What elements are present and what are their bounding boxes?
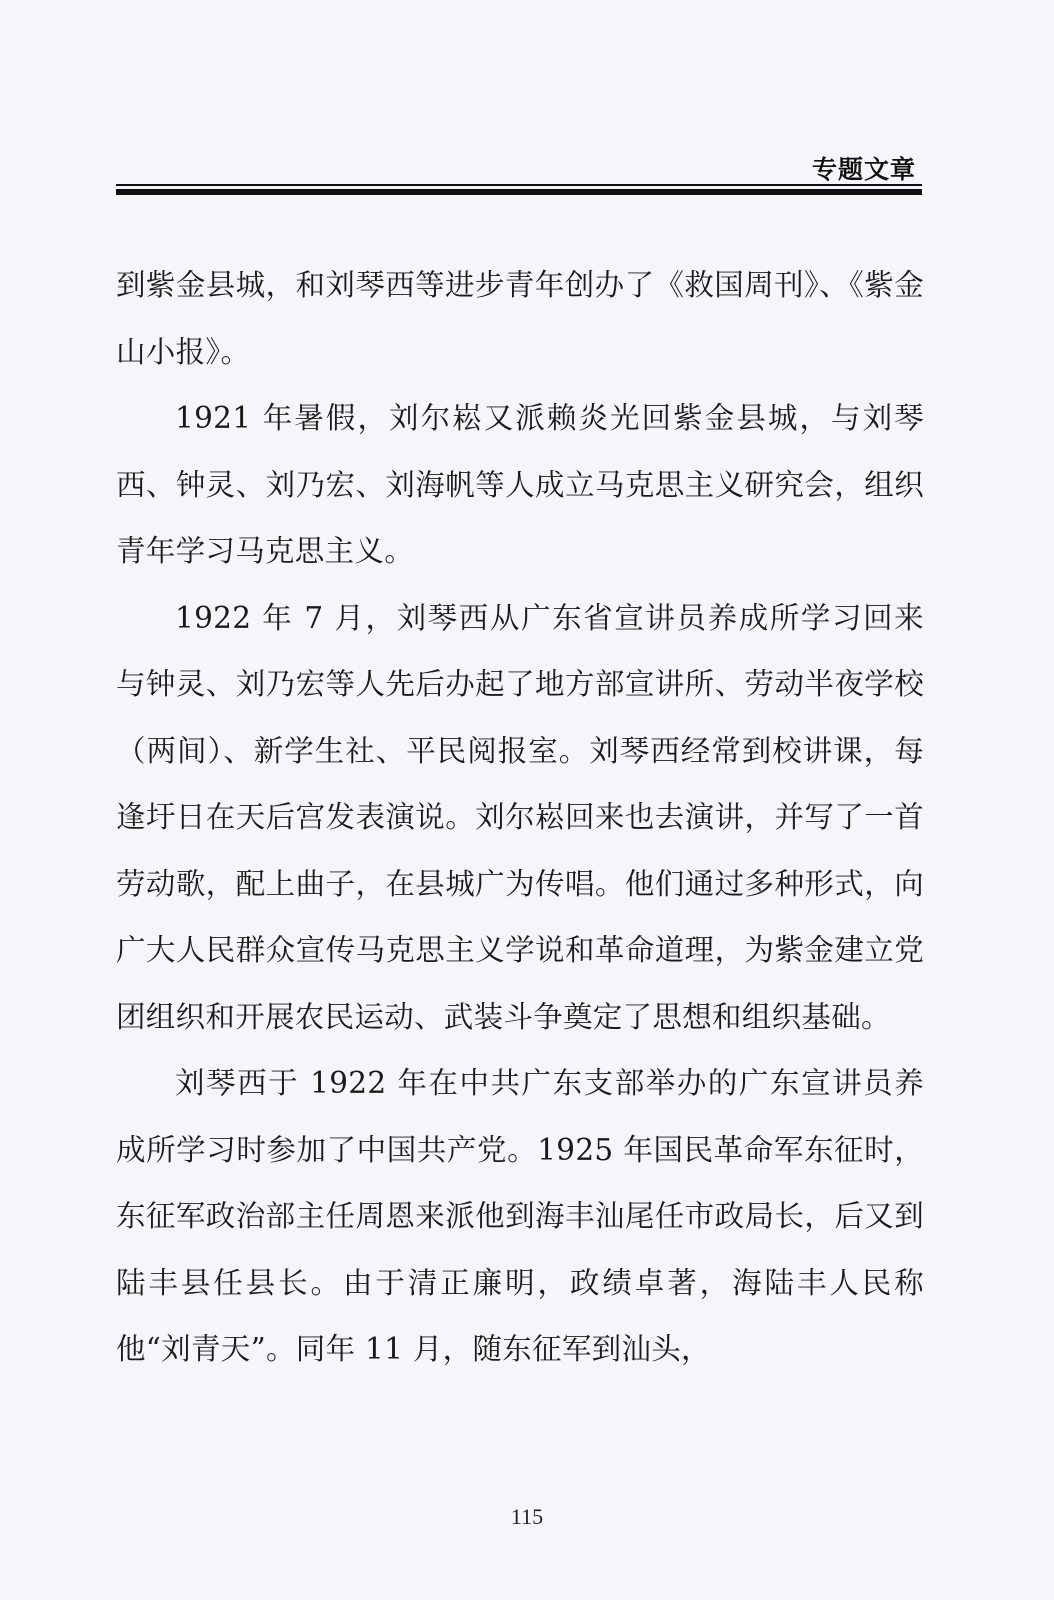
- paragraph: 1921 年暑假，刘尔崧又派赖炎光回紫金县城，与刘琴西、钟灵、刘乃宏、刘海帆等人成立马克思主义研究会，组织青年学习马克思主义。: [116, 401, 924, 568]
- header-rule-thick: [116, 189, 922, 195]
- paragraph: 刘琴西于 1922 年在中共广东支部举办的广东宣讲员养成所学习时参加了中国共产党。1925 年国民革命军东征时，东征军政治部主任周恩来派他到海丰汕尾任市政局长，后又到陆丰县任县长。由于清正廉明，政绩卓著，海陆丰人民称他“刘青天”。同年 11 月，随东征军到汕头，: [116, 1066, 924, 1366]
- paragraph: 到紫金县城，和刘琴西等进步青年创办了《救国周刊》、《紫金山小报》。: [116, 268, 924, 369]
- section-header-label: 专题文章: [811, 155, 916, 184]
- page-number: 115: [510, 1504, 544, 1529]
- paragraph: 1922 年 7 月，刘琴西从广东省宣讲员养成所学习回来与钟灵、刘乃宏等人先后办起了地方部宣讲所、劳动半夜学校（两间）、新学生社、平民阅报室。刘琴西经常到校讲课，每逢圩日在天后宫发表演说。刘尔崧回来也去演讲，并写了一首劳动歌，配上曲子，在县城广为传唱。他们通过多种形式，向广大人民群众宣传马克思主义学说和革命道理，为紫金建立党团组织和开展农民运动、武装斗争奠定了思想和组织基础。: [116, 600, 924, 1034]
- article-body: [116, 252, 924, 1383]
- header-rule-thin: [116, 184, 922, 186]
